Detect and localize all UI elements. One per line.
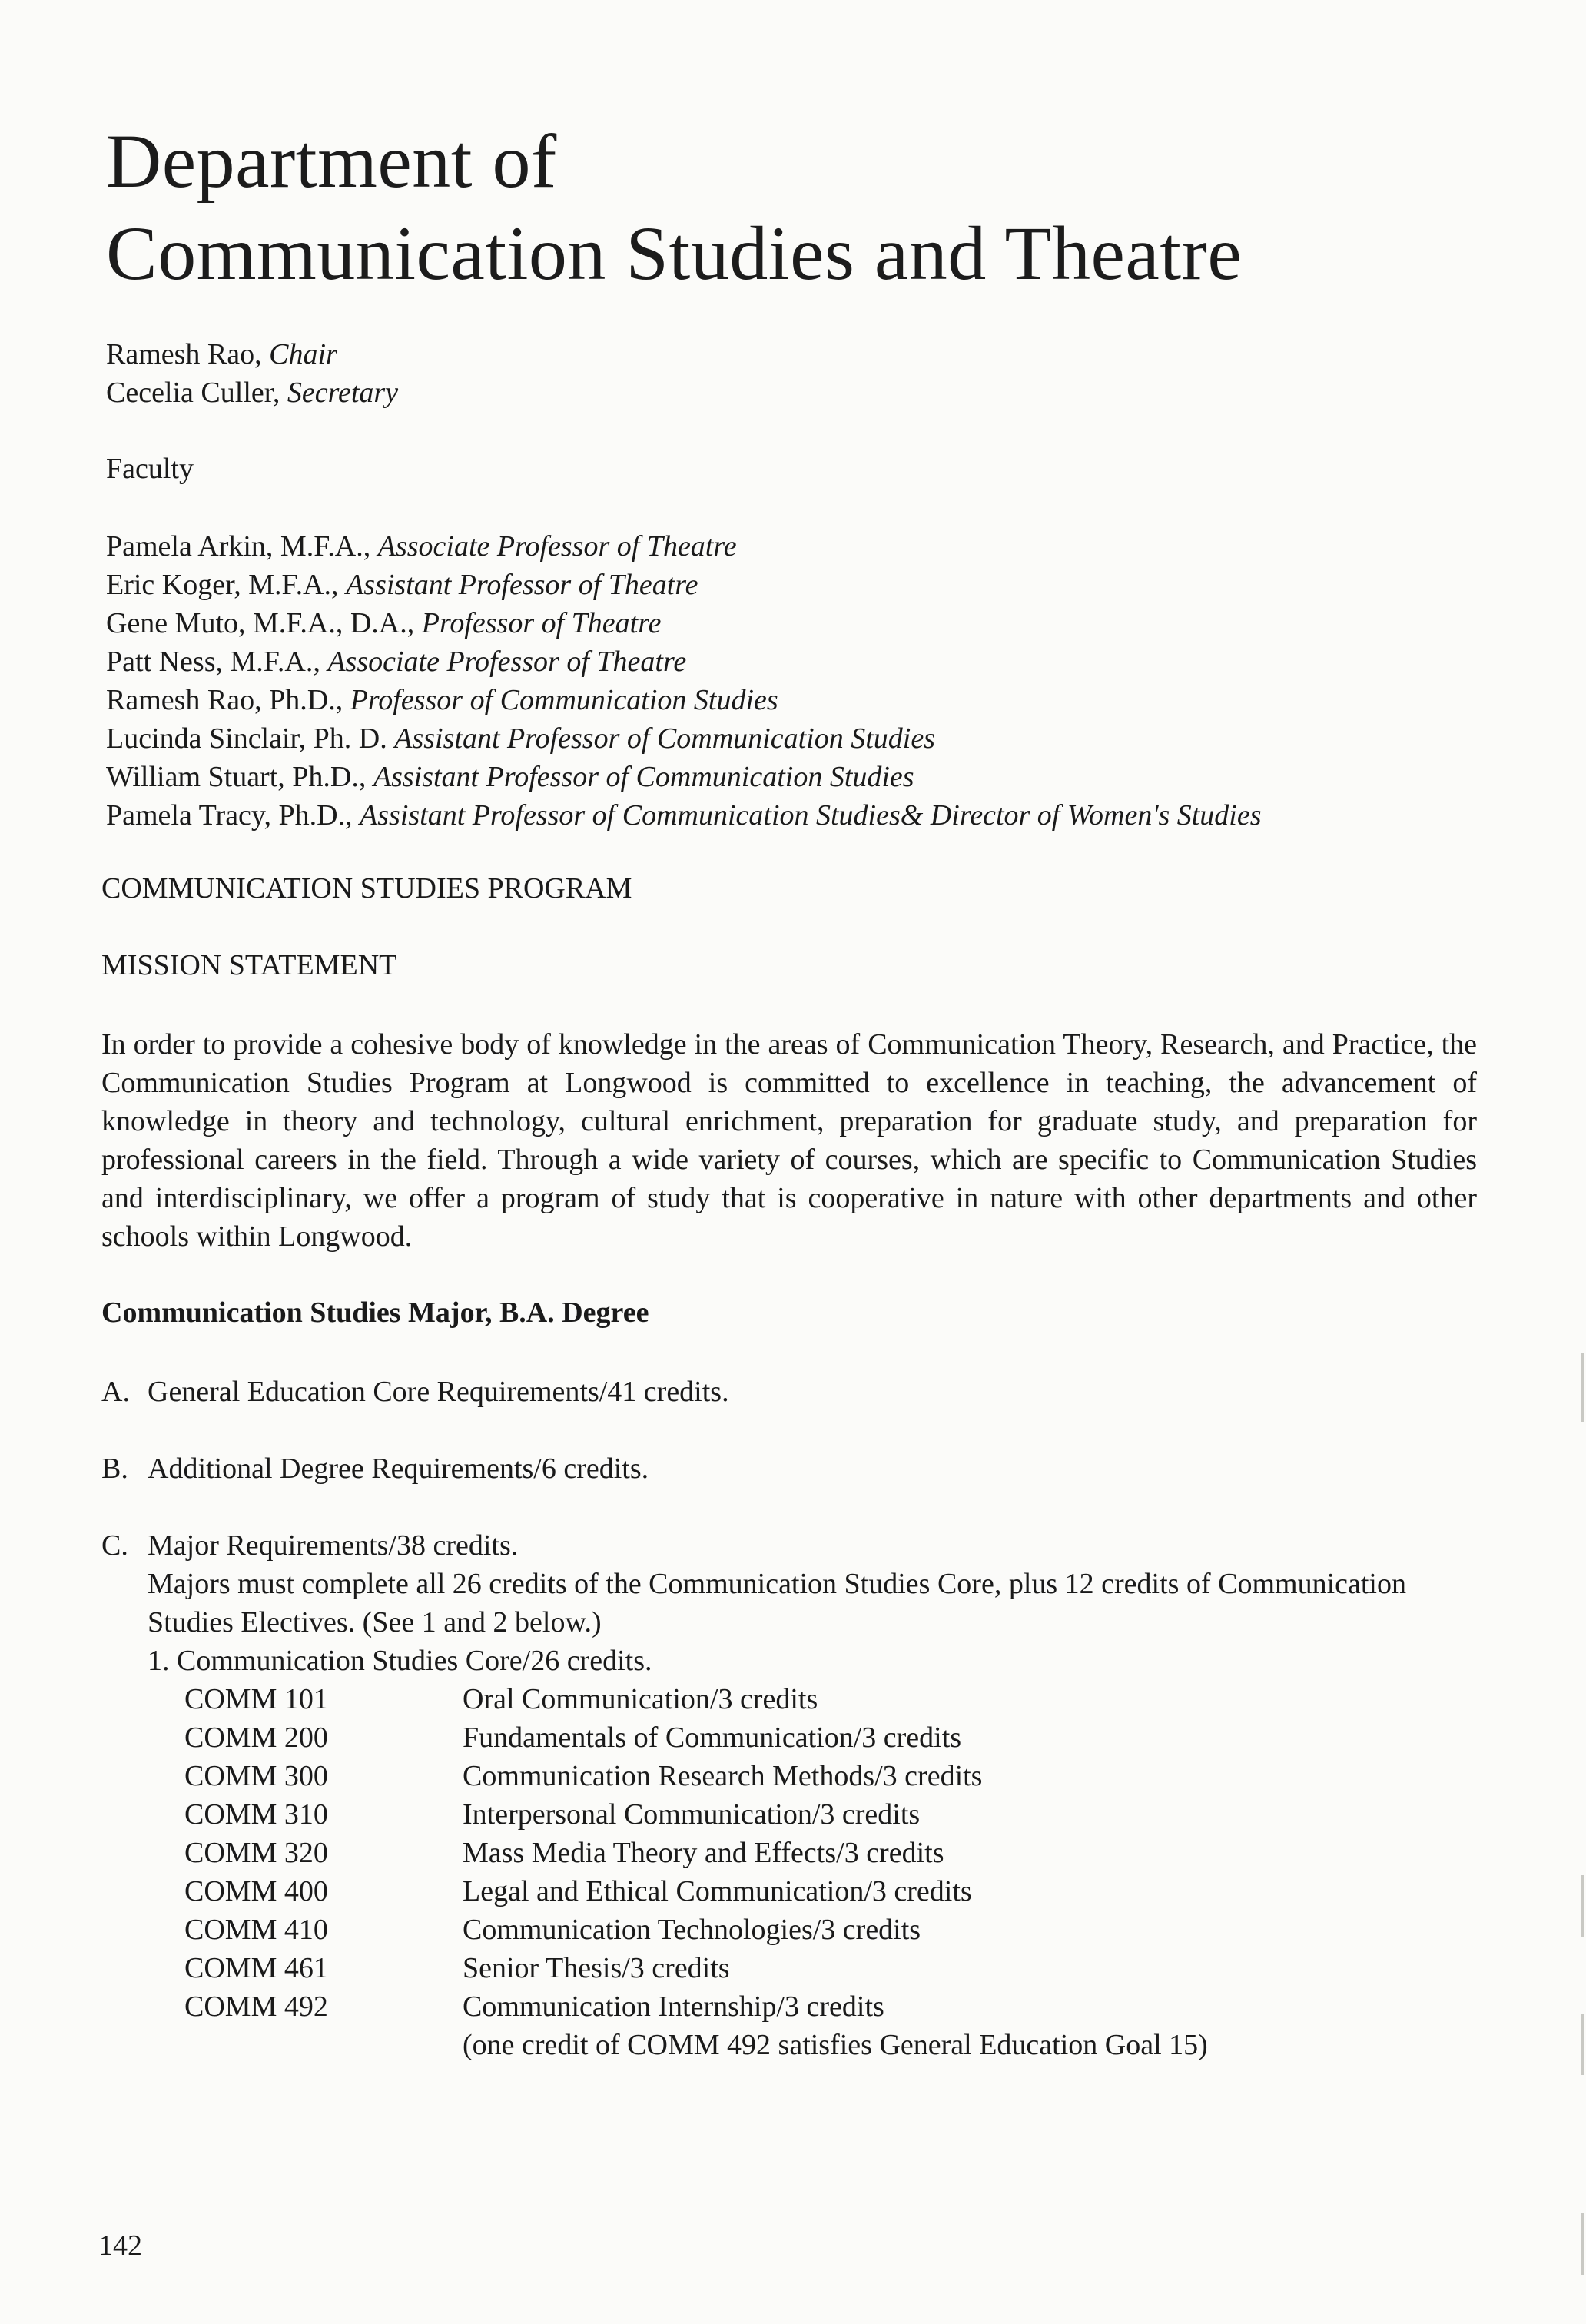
- requirement-b: B. Additional Degree Requirements/6 credits.: [101, 1452, 649, 1485]
- scan-edge-mark: [1581, 2014, 1584, 2075]
- officer-chair: Ramesh Rao, Chair: [106, 338, 337, 370]
- course-row: COMM 310 Interpersonal Communication/3 credits: [184, 1798, 921, 1831]
- mission-heading: MISSION STATEMENT: [101, 949, 397, 981]
- requirement-c: C. Major Requirements/38 credits.: [101, 1529, 519, 1562]
- scan-edge-mark: [1581, 2213, 1584, 2275]
- faculty-entry: Patt Ness, M.F.A., Associate Professor of Theatre: [106, 646, 687, 678]
- faculty-entry: Ramesh Rao, Ph.D., Professor of Communication Studies: [106, 684, 778, 716]
- core-heading: 1. Communication Studies Core/26 credits.: [148, 1645, 652, 1677]
- course-row: COMM 461 Senior Thesis/3 credits: [184, 1952, 730, 1984]
- core-note: (one credit of COMM 492 satisfies General Education Goal 15): [463, 2029, 1208, 2061]
- faculty-list: [106, 527, 1262, 835]
- faculty-entry: Lucinda Sinclair, Ph. D. Assistant Professor of Communication Studies: [106, 722, 935, 755]
- scan-edge-mark: [1581, 1875, 1584, 1937]
- page-title: [106, 115, 1242, 300]
- officer-secretary: Cecelia Culler, Secretary: [106, 377, 399, 409]
- faculty-entry: Pamela Arkin, M.F.A., Associate Professor of Theatre: [106, 530, 737, 563]
- core-course-list: [184, 1680, 1208, 2064]
- faculty-entry: Gene Muto, M.F.A., D.A., Professor of Theatre: [106, 607, 662, 639]
- title-line-2: Communication Studies and Theatre: [106, 211, 1243, 296]
- requirement-a: A. General Education Core Requirements/41 credits.: [101, 1376, 729, 1408]
- course-row: COMM 200 Fundamentals of Communication/3 credits: [184, 1721, 962, 1754]
- faculty-entry: Pamela Tracy, Ph.D., Assistant Professor of Communication Studies& Director of Women's Studies: [106, 799, 1262, 832]
- mission-statement: In order to provide a cohesive body of knowledge in the areas of Communication Theory, Research, and Practice, the Communication Studies Program at Longwood is committed to excellence in teaching, the advancement of knowledge in theory and technology, cultural enrichment, preparation for graduate study, and preparation for professional careers in the field. Through a wide variety of courses, which are specific to Communication Studies and interdisciplinary, we offer a program of study that is cooperative in nature with other departments and other schools within Longwood.: [101, 1028, 1477, 1253]
- scan-edge-mark: [1581, 1353, 1584, 1422]
- course-row: COMM 300 Communication Research Methods/3 credits: [184, 1760, 983, 1792]
- major-note: Majors must complete all 26 credits of the Communication Studies Core, plus 12 credits of Communication Studies Electives. (See 1 and 2 below.): [148, 1568, 1406, 1638]
- course-row: COMM 410 Communication Technologies/3 credits: [184, 1914, 921, 1946]
- title-line-1: Department of: [106, 118, 557, 204]
- program-heading: COMMUNICATION STUDIES PROGRAM: [101, 872, 632, 905]
- faculty-heading: Faculty: [106, 453, 194, 485]
- faculty-entry: William Stuart, Ph.D., Assistant Professor of Communication Studies: [106, 761, 914, 793]
- course-row: COMM 492 Communication Internship/3 credits: [184, 1990, 884, 2023]
- faculty-entry: Eric Koger, M.F.A., Assistant Professor of Theatre: [106, 569, 698, 601]
- department-officers: [106, 335, 398, 412]
- course-row: COMM 320 Mass Media Theory and Effects/3 credits: [184, 1837, 944, 1869]
- course-row: COMM 101 Oral Communication/3 credits: [184, 1683, 818, 1715]
- course-row: COMM 400 Legal and Ethical Communication/3 credits: [184, 1875, 972, 1907]
- major-heading: Communication Studies Major, B.A. Degree: [101, 1296, 649, 1329]
- page-number: 142: [98, 2229, 142, 2262]
